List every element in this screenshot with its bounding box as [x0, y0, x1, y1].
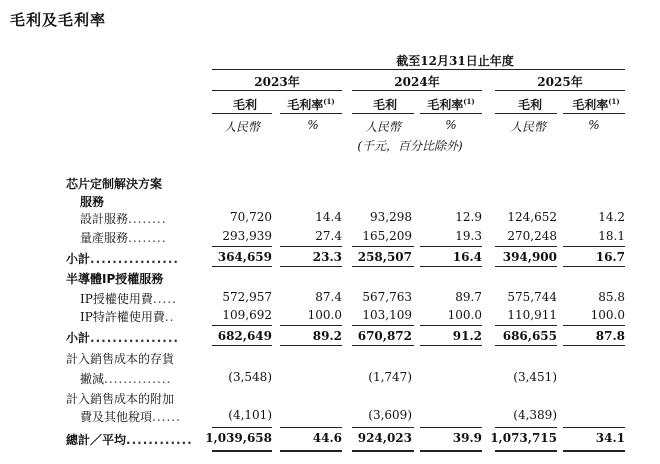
subtotal-rule	[280, 266, 342, 267]
unit-note: (千元，百分比除外)	[357, 139, 463, 153]
row-label-text: 小計	[66, 331, 91, 345]
gross-profit-value: 670,872	[357, 329, 412, 343]
row-label-text: 服務	[80, 195, 105, 209]
row-label-text: 量產服務	[80, 231, 129, 245]
gross-profit-value: 124,652	[507, 210, 557, 224]
col-gross-profit-2023: 毛利	[232, 98, 257, 112]
total-double-rule	[495, 450, 557, 452]
col-gross-profit-2025: 毛利	[517, 98, 542, 112]
gross-profit-value: (3,609)	[368, 408, 412, 422]
gross-profit-value: 572,957	[222, 290, 272, 304]
row-label	[66, 390, 174, 407]
subtotal-rule	[563, 266, 625, 267]
subtotal-rule	[352, 266, 414, 267]
col-rule	[352, 113, 414, 114]
gross-profit-value: 364,659	[217, 250, 272, 264]
gross-margin-value: 14.2	[598, 210, 625, 224]
unit-currency-2024: 人民幣	[364, 120, 401, 134]
subtotal-rule	[212, 246, 272, 247]
gross-profit-value: 109,692	[222, 308, 272, 322]
gross-margin-value: 16.7	[595, 250, 625, 264]
row-label	[80, 210, 167, 227]
row-label	[66, 431, 193, 448]
subtotal-rule	[212, 266, 272, 267]
subtotal-rule	[352, 345, 414, 346]
col-rule	[563, 113, 625, 114]
gross-profit-value: 686,655	[502, 329, 557, 343]
row-label	[80, 408, 181, 425]
gross-profit-value: (3,451)	[513, 370, 557, 384]
total-rule	[420, 427, 482, 428]
year-rule-2024	[352, 90, 482, 91]
row-label-text: IP授權使用費	[80, 292, 153, 306]
gross-margin-value: 19.3	[455, 229, 482, 243]
subtotal-rule	[563, 325, 625, 326]
dot-leader: ................	[90, 252, 179, 266]
row-label	[66, 329, 179, 346]
gross-margin-value: 14.4	[315, 210, 342, 224]
gross-profit-value: (4,101)	[228, 408, 272, 422]
gross-profit-value: 575,744	[507, 290, 557, 304]
gross-profit-value: 1,073,715	[490, 431, 557, 445]
subtotal-rule	[212, 345, 272, 346]
row-label	[80, 308, 174, 325]
gross-margin-value: 89.7	[455, 290, 482, 304]
unit-percent-2023: %	[307, 118, 319, 132]
unit-percent-2024: %	[445, 118, 457, 132]
subtotal-rule	[563, 246, 625, 247]
total-double-rule	[563, 450, 625, 452]
gross-margin-value: 44.6	[312, 431, 342, 445]
row-label-text: 計入銷售成本的存貨	[66, 352, 175, 366]
gross-profit-value: 682,649	[217, 329, 272, 343]
header-rule	[212, 69, 625, 70]
year-header-2025: 2025年	[537, 75, 583, 89]
gross-profit-value: (3,548)	[228, 370, 272, 384]
dot-leader: ..	[164, 310, 175, 324]
total-rule	[563, 427, 625, 428]
col-gross-profit-2024: 毛利	[372, 98, 397, 112]
subtotal-rule	[563, 345, 625, 346]
gross-profit-value: (4,389)	[513, 408, 557, 422]
row-label-text: 計入銷售成本的附加	[66, 392, 175, 406]
col-margin-2024: 毛利率$^{(1)}$	[427, 97, 475, 112]
row-label-text: 小計	[66, 252, 91, 266]
gross-profit-value: 103,109	[362, 308, 412, 322]
gross-margin-value: 100.0	[307, 308, 342, 322]
total-rule	[495, 427, 557, 428]
gross-margin-value: 87.8	[595, 329, 625, 343]
dot-leader: ................	[90, 331, 179, 345]
subtotal-rule	[420, 246, 482, 247]
subtotal-rule	[352, 246, 414, 247]
gross-margin-value: 16.4	[452, 250, 482, 264]
year-rule-2023	[212, 90, 342, 91]
total-double-rule	[212, 450, 272, 452]
subtotal-rule	[495, 266, 557, 267]
gross-profit-value: 1,039,658	[205, 431, 272, 445]
subtotal-rule	[280, 345, 342, 346]
unit-currency-2023: 人民幣	[223, 120, 260, 134]
unit-currency-2025: 人民幣	[509, 120, 546, 134]
year-header-2024: 2024年	[394, 75, 440, 89]
subtotal-rule	[420, 325, 482, 326]
row-label	[80, 290, 177, 307]
gross-margin-value: 85.8	[598, 290, 625, 304]
gross-margin-value: 100.0	[447, 308, 482, 322]
col-margin-2025: 毛利率$^{(1)}$	[572, 97, 620, 112]
gross-profit-value: 165,209	[362, 229, 412, 243]
gross-margin-value: 12.9	[455, 210, 482, 224]
subtotal-rule	[495, 325, 557, 326]
gross-profit-value: 567,763	[362, 290, 412, 304]
gross-margin-value: 39.9	[452, 431, 482, 445]
row-label	[80, 193, 104, 210]
period-header: 截至12月31日止年度	[396, 54, 514, 68]
gross-margin-value: 27.4	[315, 229, 342, 243]
total-double-rule	[420, 450, 482, 452]
dot-leader: ........	[128, 231, 167, 245]
unit-percent-2025: %	[588, 118, 600, 132]
row-label-text: 費及其他稅項	[80, 410, 153, 424]
row-label-text: 芯片定制解決方案	[66, 177, 163, 191]
subtotal-rule	[420, 266, 482, 267]
subtotal-rule	[280, 325, 342, 326]
row-label-text: 撇減	[80, 372, 105, 386]
dot-leader: .....	[152, 292, 177, 306]
subtotal-rule	[495, 246, 557, 247]
dot-leader: ......	[152, 410, 181, 424]
section-title: 毛利及毛利率	[10, 11, 107, 29]
col-rule	[495, 113, 557, 114]
col-rule	[280, 113, 342, 114]
gross-profit-value: 270,248	[507, 229, 557, 243]
row-label	[66, 270, 163, 287]
row-label-text: IP特許權使用費	[80, 310, 165, 324]
total-rule	[352, 427, 414, 428]
col-rule	[212, 113, 272, 114]
row-label-text: 半導體IP授權服務	[66, 272, 164, 286]
gross-profit-value: (1,747)	[368, 370, 412, 384]
subtotal-rule	[495, 345, 557, 346]
dot-leader: ........	[128, 212, 167, 226]
row-label	[80, 229, 167, 246]
gross-margin-value: 18.1	[598, 229, 625, 243]
col-margin-2023: 毛利率$^{(1)}$	[287, 97, 335, 112]
gross-profit-value: 394,900	[502, 250, 557, 264]
gross-profit-value: 293,939	[222, 229, 272, 243]
total-double-rule	[352, 450, 414, 452]
year-rule-2025	[495, 90, 625, 91]
row-label-text: 設計服務	[80, 212, 129, 226]
gross-margin-value: 87.4	[315, 290, 342, 304]
gross-profit-value: 924,023	[357, 431, 412, 445]
row-label	[66, 175, 162, 192]
row-label	[66, 350, 174, 367]
gross-profit-value: 110,911	[507, 308, 557, 322]
row-label	[80, 370, 171, 387]
total-double-rule	[280, 450, 342, 452]
gross-profit-value: 93,298	[370, 210, 412, 224]
dot-leader: ............	[126, 433, 193, 447]
subtotal-rule	[352, 325, 414, 326]
subtotal-rule	[280, 246, 342, 247]
total-rule	[212, 427, 272, 428]
total-rule	[280, 427, 342, 428]
gross-margin-value: 23.3	[312, 250, 342, 264]
row-label	[66, 250, 179, 267]
subtotal-rule	[212, 325, 272, 326]
year-header-2023: 2023年	[254, 75, 300, 89]
gross-margin-value: 89.2	[312, 329, 342, 343]
col-rule	[420, 113, 482, 114]
dot-leader: ..............	[104, 372, 172, 386]
gross-margin-value: 34.1	[595, 431, 625, 445]
gross-margin-value: 100.0	[590, 308, 625, 322]
gross-margin-value: 91.2	[452, 329, 482, 343]
gross-profit-value: 70,720	[230, 210, 272, 224]
row-label-text: 總計／平均	[66, 433, 127, 447]
gross-profit-value: 258,507	[357, 250, 412, 264]
subtotal-rule	[420, 345, 482, 346]
